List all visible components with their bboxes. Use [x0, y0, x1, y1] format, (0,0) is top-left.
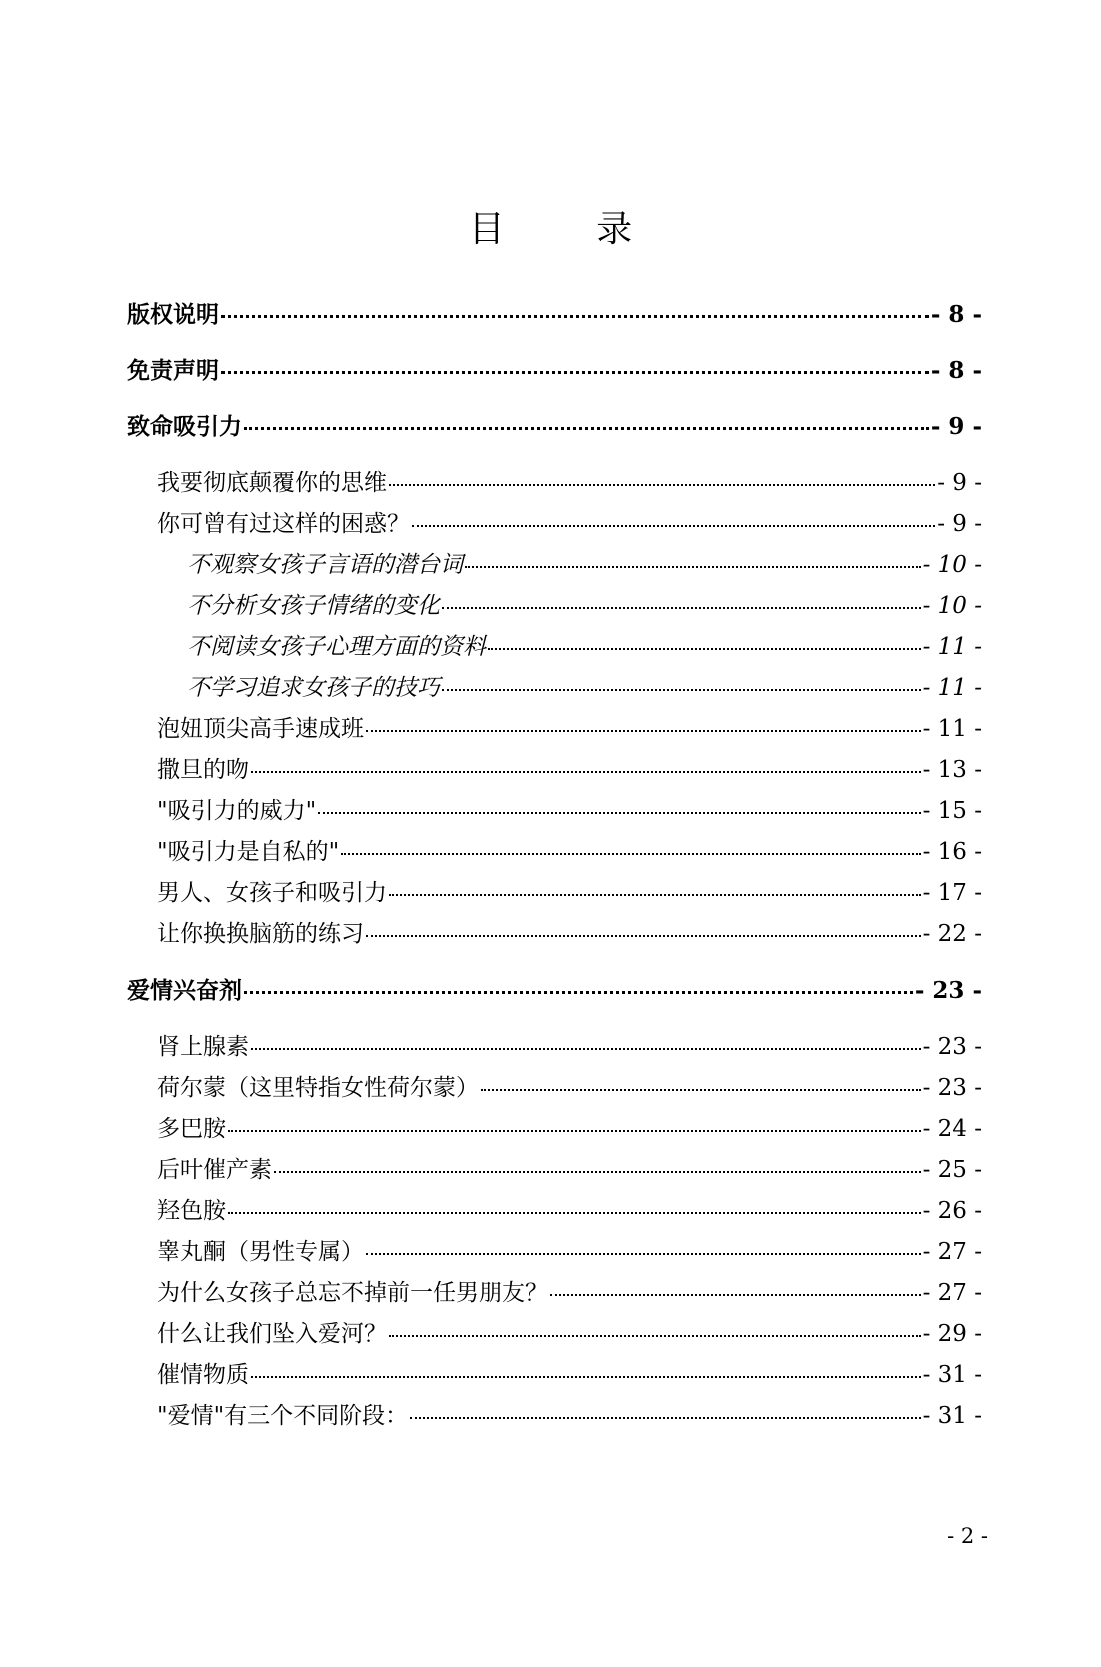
toc-entry-label: 免责声明 [127, 357, 219, 384]
toc-entry-page: - 8 - [930, 357, 982, 384]
dot-leader [550, 1294, 921, 1296]
toc-entry-page: - 11 - [922, 634, 982, 660]
toc-entry-level2[interactable] [127, 1151, 982, 1184]
toc-entry-level2[interactable] [127, 915, 982, 948]
toc-entry-level2[interactable] [127, 1315, 982, 1348]
toc-entry-level2[interactable] [127, 874, 982, 907]
toc-entry-level1[interactable] [127, 296, 982, 329]
toc-entry-page: - 9 - [930, 413, 982, 440]
toc-entry-page: - 26 - [922, 1198, 982, 1224]
toc-entry-label: 后叶催产素 [157, 1157, 272, 1183]
dot-leader [221, 315, 929, 318]
toc-entry-label: "吸引力是自私的" [157, 839, 340, 865]
dot-leader [389, 894, 921, 896]
toc-entry-label: 多巴胺 [157, 1116, 226, 1142]
dot-leader [228, 1212, 921, 1214]
toc-entry-level3[interactable] [127, 587, 982, 620]
toc-entry-page: - 23 - [914, 977, 982, 1004]
dot-leader [228, 1130, 921, 1132]
toc-entry-level1[interactable] [127, 972, 982, 1005]
toc-entry-level1[interactable] [127, 408, 982, 441]
dot-leader [366, 1253, 921, 1255]
toc-entry-label: 不分析女孩子情绪的变化 [187, 593, 440, 619]
toc-title: 目 录 [468, 209, 673, 250]
toc-entry-page: - 11 - [922, 675, 982, 701]
toc-entry-level2[interactable] [127, 1274, 982, 1307]
dot-leader [410, 1417, 920, 1419]
toc-entry-page: - 10 - [922, 593, 982, 619]
toc-entry-page: - 16 - [922, 839, 982, 865]
toc-entry-page: - 22 - [922, 921, 982, 947]
toc-entry-page: - 27 - [922, 1239, 982, 1265]
dot-leader [318, 812, 920, 814]
toc-entry-level2[interactable] [127, 1233, 982, 1266]
dot-leader [221, 371, 929, 374]
toc-entry-page: - 23 - [922, 1075, 982, 1101]
toc-entry-level3[interactable] [127, 669, 982, 702]
toc-entry-label: 我要彻底颠覆你的思维 [157, 470, 387, 496]
toc-entry-page: - 10 - [922, 552, 982, 578]
toc-entry-level2[interactable] [127, 792, 982, 825]
toc-entry-label: 羟色胺 [157, 1198, 226, 1224]
toc-entry-page: - 15 - [922, 798, 982, 824]
toc-entry-level1[interactable] [127, 352, 982, 385]
dot-leader [244, 991, 913, 994]
dot-leader [244, 427, 929, 430]
toc-entry-label: 肾上腺素 [157, 1034, 249, 1060]
toc-entry-page: - 9 - [937, 470, 982, 496]
toc-entry-page: - 24 - [922, 1116, 982, 1142]
toc-entry-label: "吸引力的威力" [157, 798, 317, 824]
toc-entry-page: - 9 - [937, 511, 982, 537]
toc-entry-label: 不阅读女孩子心理方面的资料 [187, 634, 486, 660]
toc-entry-label: 睾丸酮（男性专属） [157, 1239, 364, 1265]
dot-leader [274, 1171, 921, 1173]
dot-leader [389, 484, 935, 486]
dot-leader [389, 1335, 921, 1337]
toc-entry-page: - 11 - [922, 716, 982, 742]
toc-entry-level2[interactable] [127, 1397, 982, 1430]
toc-entry-level2[interactable] [127, 1356, 982, 1389]
dot-leader [488, 648, 921, 650]
toc-entry-label: 为什么女孩子总忘不掉前一任男朋友？ [157, 1280, 548, 1306]
dot-leader [465, 566, 921, 568]
toc-entry-page: - 17 - [922, 880, 982, 906]
toc-entry-level3[interactable] [127, 546, 982, 579]
dot-leader [341, 853, 920, 855]
toc-entry-label: 不观察女孩子言语的潜台词 [187, 552, 463, 578]
dot-leader [366, 935, 921, 937]
toc-entry-level2[interactable] [127, 1192, 982, 1225]
toc-entry-label: 不学习追求女孩子的技巧 [187, 675, 440, 701]
toc-entry-page: - 29 - [922, 1321, 982, 1347]
toc-entry-label: "爱情"有三个不同阶段： [157, 1403, 409, 1429]
toc-entry-level2[interactable] [127, 1028, 982, 1061]
toc-entry-label: 撒旦的吻 [157, 757, 249, 783]
toc-entry-level3[interactable] [127, 628, 982, 661]
dot-leader [442, 607, 921, 609]
dot-leader [412, 525, 935, 527]
dot-leader [366, 730, 921, 732]
toc-entry-label: 你可曾有过这样的困惑？ [157, 511, 410, 537]
toc-entry-level2[interactable] [127, 1069, 982, 1102]
dot-leader [251, 1048, 921, 1050]
toc-entry-page: - 23 - [922, 1034, 982, 1060]
toc-entry-level2[interactable] [127, 833, 982, 866]
toc-entry-level2[interactable] [127, 464, 982, 497]
toc-entry-label: 男人、女孩子和吸引力 [157, 880, 387, 906]
toc-entry-page: - 25 - [922, 1157, 982, 1183]
toc-entry-page: - 31 - [922, 1403, 982, 1429]
toc-entry-label: 荷尔蒙（这里特指女性荷尔蒙） [157, 1075, 479, 1101]
dot-leader [251, 1376, 921, 1378]
toc-entry-label: 什么让我们坠入爱河？ [157, 1321, 387, 1347]
toc-entry-label: 催情物质 [157, 1362, 249, 1388]
dot-leader [481, 1089, 921, 1091]
toc-entry-level2[interactable] [127, 1110, 982, 1143]
toc-entry-page: - 31 - [922, 1362, 982, 1388]
toc-entry-level2[interactable] [127, 505, 982, 538]
dot-leader [251, 771, 921, 773]
footer-page-number: - 2 - [947, 1524, 988, 1548]
toc-entry-label: 让你换换脑筋的练习 [157, 921, 364, 947]
toc-entry-label: 泡妞顶尖高手速成班 [157, 716, 364, 742]
toc-entry-level2[interactable] [127, 751, 982, 784]
dot-leader [442, 689, 921, 691]
toc-entry-level2[interactable] [127, 710, 982, 743]
toc-entry-page: - 27 - [922, 1280, 982, 1306]
toc-entry-label: 致命吸引力 [127, 413, 242, 440]
toc-entry-page: - 8 - [930, 301, 982, 328]
toc-entry-label: 爱情兴奋剂 [127, 977, 242, 1004]
toc-entry-label: 版权说明 [127, 301, 219, 328]
toc-entry-page: - 13 - [922, 757, 982, 783]
